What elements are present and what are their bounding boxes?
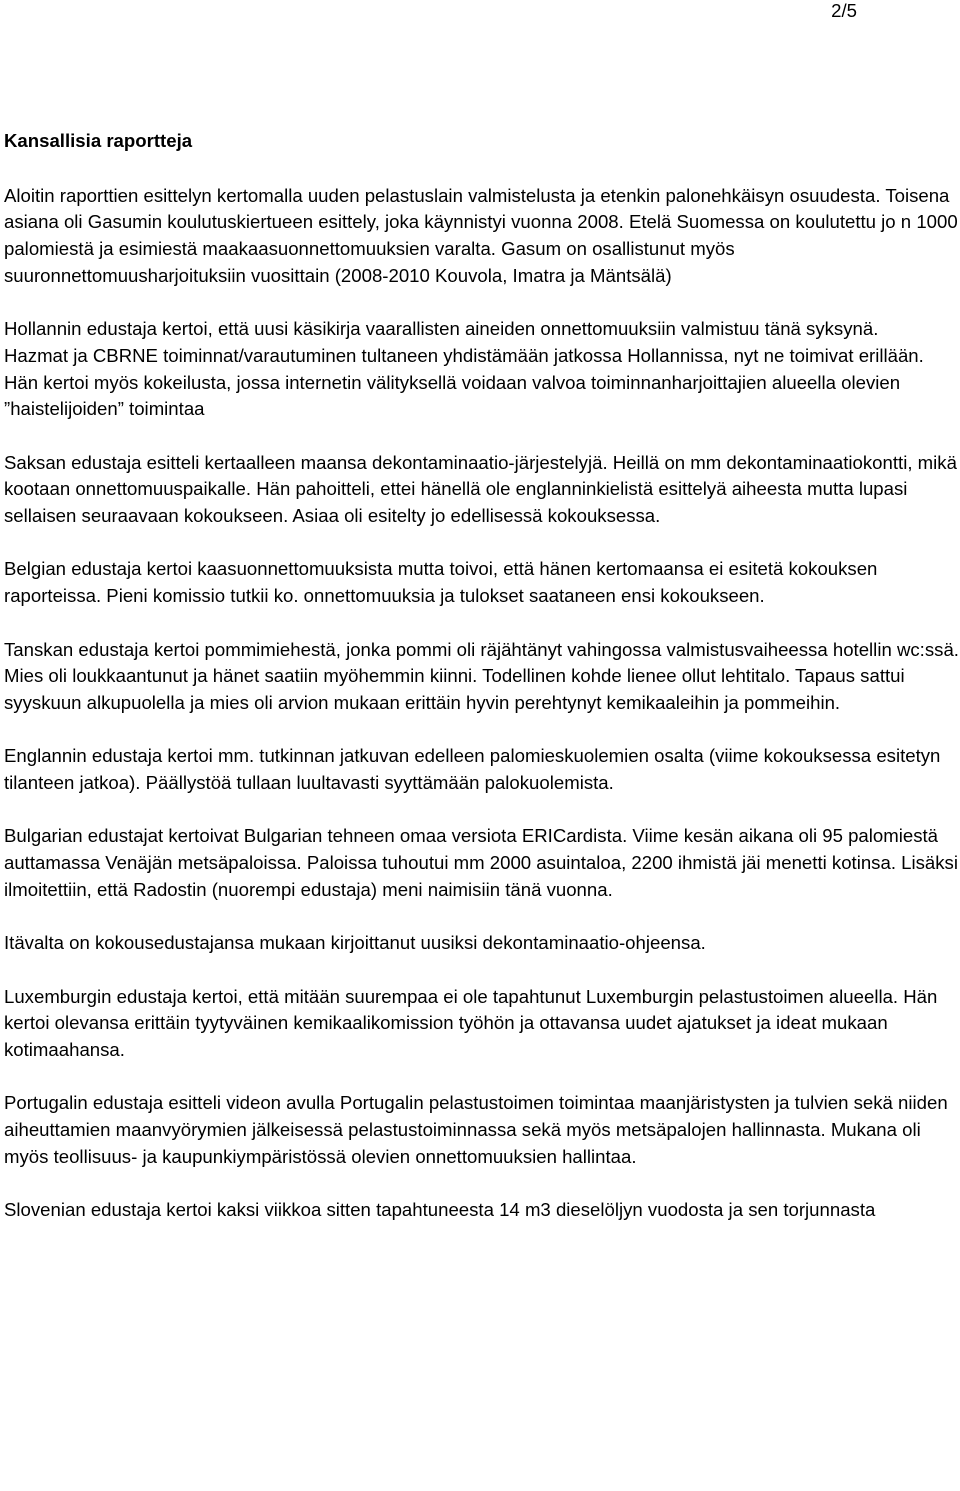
paragraph-portugal-report: Portugalin edustaja esitteli videon avulla Portugalin pelastustoimen toimintaa maanjäristysten ja tulvien sekä niiden aiheuttamien maanvyörymien jälkeisessä pelastustoiminnassa sekä myös metsäpalojen hallinnasta. Mukana oli myös teollisuus- ja kaupunkiympäristössä olevien onnettomuuksien hallintaa. xyxy=(4,1092,948,1167)
paragraph-finland-report: Aloitin raporttien esittelyn kertomalla uuden pelastuslain valmistelusta ja etenkin palonehkäisyn osuudesta. Toisena asiana oli Gasumin koulutuskiertueen esittely, joka käynnistyi vuonna 2008. Etelä Suomessa on koulutettu jo n 1000 palomiestä ja esimiestä maakaasuonnettomuuksien varalta. Gasum on osallistunut myös suuronnettomuusharjoituksiin vuosittain (2008-2010 Kouvola, Imatra ja Mäntsälä) xyxy=(4,184,958,286)
paragraph-netherlands-monitoring: Hän kertoi myös kokeilusta, jossa internetin välityksellä voidaan valvoa toiminnanharjoittajien alueella olevien ”haistelijoiden” toimintaa xyxy=(4,371,901,420)
paragraph-slovenia-report: Slovenian edustaja kertoi kaksi viikkoa sitten tapahtuneesta 14 m3 dieselöljyn vuodosta ja sen torjunnasta xyxy=(4,1199,876,1221)
paragraph-denmark-report: Tanskan edustaja kertoi pommimiehestä, jonka pommi oli räjähtänyt vahingossa valmistusvaiheessa hotellin wc:ssä. Mies oli loukkaantunut ja hänet saatiin myöhemmin kiinni. Todellinen kohde lienee ollut lehtitalo. Tapaus sattui syyskuun alkupuolella ja mies oli arvion mukaan erittäin hyvin perehtynyt kemikaaleihin ja pommeihin. xyxy=(4,638,959,713)
paragraph-netherlands-manual: Hollannin edustaja kertoi, että uusi käsikirja vaarallisten aineiden onnettomuuksiin valmistuu tänä syksynä. xyxy=(4,318,879,340)
paragraph-netherlands-hazmat: Hazmat ja CBRNE toiminnat/varautuminen tultaneen yhdistämään jatkossa Hollannissa, nyt ne toimivat erillään. xyxy=(4,344,924,366)
paragraph-bulgaria-report: Bulgarian edustajat kertoivat Bulgarian tehneen omaa versiota ERICardista. Viime kesän aikana oli 95 palomiestä auttamassa Venäjän metsäpaloissa. Paloissa tuhoutui mm 2000 asuintaloa, 2200 ihmistä jäi menetti kotinsa. Lisäksi ilmoitettiin, että Radostin (nuorempi edustaja) meni naimisiin tänä vuonna. xyxy=(4,825,958,900)
paragraph-luxembourg-report: Luxemburgin edustaja kertoi, että mitään suurempaa ei ole tapahtunut Luxemburgin pelastustoimen alueella. Hän kertoi olevansa erittäin tyytyväinen kemikaalikomission työhön ja ottavansa uudet ajatukset ja ideat mukaan kotimaahansa. xyxy=(4,985,938,1061)
page-number: 2/5 xyxy=(831,0,857,21)
section-heading: Kansallisia raportteja xyxy=(4,130,193,151)
paragraph-belgium-report: Belgian edustaja kertoi kaasuonnettomuuksista mutta toivoi, että hänen kertomaansa ei esitetä kokouksen raporteissa. Pieni komissio tutkii ko. onnettomuuksia ja tulokset saataneen ensi kokoukseen. xyxy=(4,558,878,607)
paragraph-germany-report: Saksan edustaja esitteli kertaalleen maansa dekontaminaatio-järjestelyjä. Heillä on mm dekontaminaatiokontti, mikä kootaan onnettomuuspaikalle. Hän pahoitteli, ettei hänellä ole englanninkielistä esittelyä aiheesta mutta lupasi sellaisen seuraavaan kokoukseen. Asiaa oli esitelty jo edellisessä kokouksessa. xyxy=(4,451,957,527)
paragraph-england-report: Englannin edustaja kertoi mm. tutkinnan jatkuvan edelleen palomieskuolemien osalta (viime kokouksessa esitetyn tilanteen jatkoa). Päällystöä tullaan luultavasti syyttämään palokuolemista. xyxy=(4,745,941,794)
document-body xyxy=(4,128,960,1224)
paragraph-austria-report: Itävalta on kokousedustajansa mukaan kirjoittanut uusiksi dekontaminaatio-ohjeensa. xyxy=(4,932,706,954)
